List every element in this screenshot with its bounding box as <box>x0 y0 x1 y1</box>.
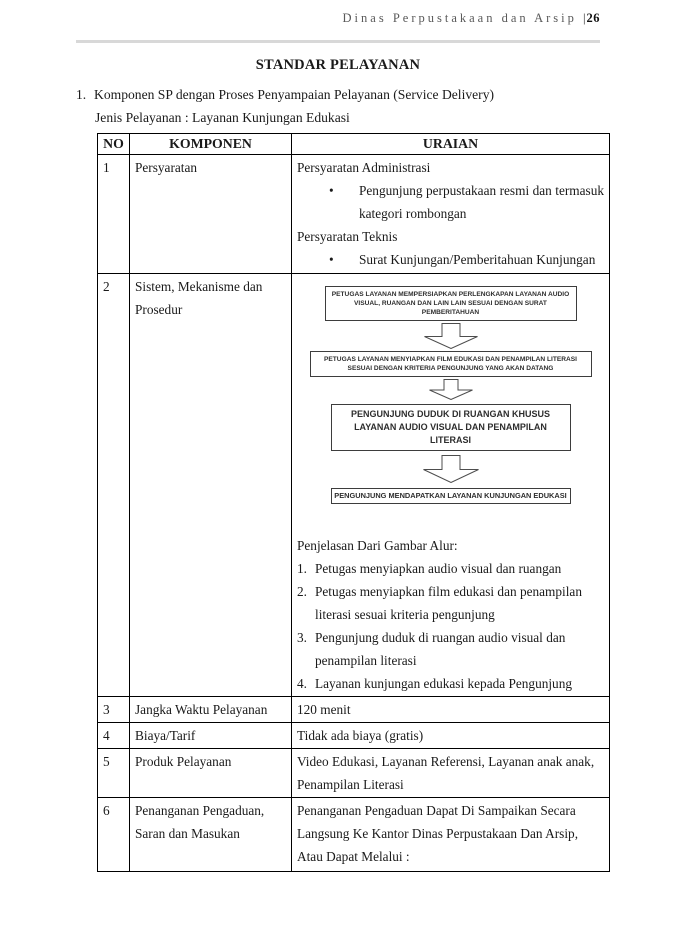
flowchart-explanation <box>297 534 604 695</box>
uraian-cell: Video Edukasi, Layanan Referensi, Layanan anak anak, Penampilan Literasi <box>292 749 610 798</box>
requirement-teknis-text: Surat Kunjungan/Pemberitahuan Kunjungan <box>359 252 596 267</box>
uraian-cell <box>292 155 610 274</box>
header-divider <box>76 40 600 43</box>
item-number: 2. <box>297 584 307 599</box>
table-row <box>98 155 610 274</box>
item-text: Layanan kunjungan edukasi kepada Pengunjung <box>315 676 573 691</box>
procedure-flowchart <box>297 275 604 504</box>
requirement-admin-item <box>297 179 604 225</box>
flowchart-step-4: PENGUNJUNG MENDAPATKAN LAYANAN KUNJUNGAN EDUKASI <box>331 488 571 504</box>
row-number: 2 <box>98 274 130 697</box>
header-separator: | <box>582 11 587 25</box>
row-number: 6 <box>98 798 130 872</box>
requirement-admin-text: Pengunjung perpustakaan resmi dan termasuk kategori rombongan <box>359 183 604 221</box>
table-header-row <box>98 134 610 155</box>
row-number: 5 <box>98 749 130 798</box>
flowchart-step-2: PETUGAS LAYANAN MENYIAPKAN FILM EDUKASI DAN PENAMPILAN LITERASI SESUAI DENGAN KRITERIA PENGUNJUNG YANG AKAN DATANG <box>310 351 592 377</box>
section-heading-text: Komponen SP dengan Proses Penyampaian Pelayanan (Service Delivery) <box>94 87 495 102</box>
explanation-title: Penjelasan Dari Gambar Alur: <box>297 538 458 553</box>
item-text: Petugas menyiapkan audio visual dan ruangan <box>315 561 562 576</box>
section-number: 1. <box>76 87 87 102</box>
requirement-admin-title: Persyaratan Administrasi <box>297 160 431 175</box>
section-heading <box>76 83 600 106</box>
table-row <box>98 697 610 723</box>
table-row <box>98 798 610 872</box>
page-title: STANDAR PELAYANAN <box>255 57 421 73</box>
uraian-cell: 120 menit <box>292 697 610 723</box>
explanation-item <box>297 626 604 672</box>
service-standard-table <box>97 133 610 872</box>
page-number: 26 <box>586 11 600 25</box>
item-number: 4. <box>297 676 307 691</box>
uraian-cell: Tidak ada biaya (gratis) <box>292 723 610 749</box>
komponen-cell: Jangka Waktu Pelayanan <box>130 697 292 723</box>
down-arrow-icon <box>429 379 473 400</box>
table-row <box>98 723 610 749</box>
item-text: Petugas menyiapkan film edukasi dan penampilan literasi sesuai kriteria pengunjung <box>315 584 582 622</box>
komponen-cell: Sistem, Mekanisme dan Prosedur <box>130 274 292 697</box>
column-header-uraian: URAIAN <box>292 134 610 155</box>
explanation-item <box>297 672 604 695</box>
komponen-cell: Penanganan Pengaduan, Saran dan Masukan <box>130 798 292 872</box>
table-row <box>98 749 610 798</box>
item-number: 1. <box>297 561 307 576</box>
komponen-cell: Biaya/Tarif <box>130 723 292 749</box>
bullet-icon: • <box>329 183 334 198</box>
komponen-cell: Persyaratan <box>130 155 292 274</box>
row-number: 4 <box>98 723 130 749</box>
down-arrow-icon <box>424 323 478 349</box>
item-number: 3. <box>297 630 307 645</box>
doc-title: Dinas Perpustakaan dan Arsip <box>342 11 577 25</box>
uraian-cell: Penanganan Pengaduan Dapat Di Sampaikan Secara Langsung Ke Kantor Dinas Perpustakaan Dan Arsip, Atau Dapat Melalui : <box>292 798 610 872</box>
flowchart-step-1: PETUGAS LAYANAN MEMPERSIAPKAN PERLENGKAPAN LAYANAN AUDIO VISUAL, RUANGAN DAN LAIN LAIN SESUAI DENGAN SURAT PEMBERITAHUAN <box>325 286 577 321</box>
bullet-icon: • <box>329 252 334 267</box>
flowchart-step-3: PENGUNJUNG DUDUK DI RUANGAN KHUSUS LAYANAN AUDIO VISUAL DAN PENAMPILAN LITERASI <box>331 404 571 451</box>
page-content <box>76 0 604 872</box>
down-arrow-icon <box>423 455 479 483</box>
explanation-item <box>297 580 604 626</box>
column-header-komponen: KOMPONEN <box>130 134 292 155</box>
column-header-no: NO <box>98 134 130 155</box>
requirement-teknis-item <box>297 248 604 271</box>
requirement-teknis-title: Persyaratan Teknis <box>297 229 398 244</box>
running-header <box>76 0 600 26</box>
row-number: 3 <box>98 697 130 723</box>
explanation-item <box>297 557 604 580</box>
komponen-cell: Produk Pelayanan <box>130 749 292 798</box>
table-row <box>98 274 610 697</box>
uraian-cell <box>292 274 610 697</box>
item-text: Pengunjung duduk di ruangan audio visual dan penampilan literasi <box>315 630 566 668</box>
service-type: Jenis Pelayanan : Layanan Kunjungan Edukasi <box>95 110 350 125</box>
row-number: 1 <box>98 155 130 274</box>
